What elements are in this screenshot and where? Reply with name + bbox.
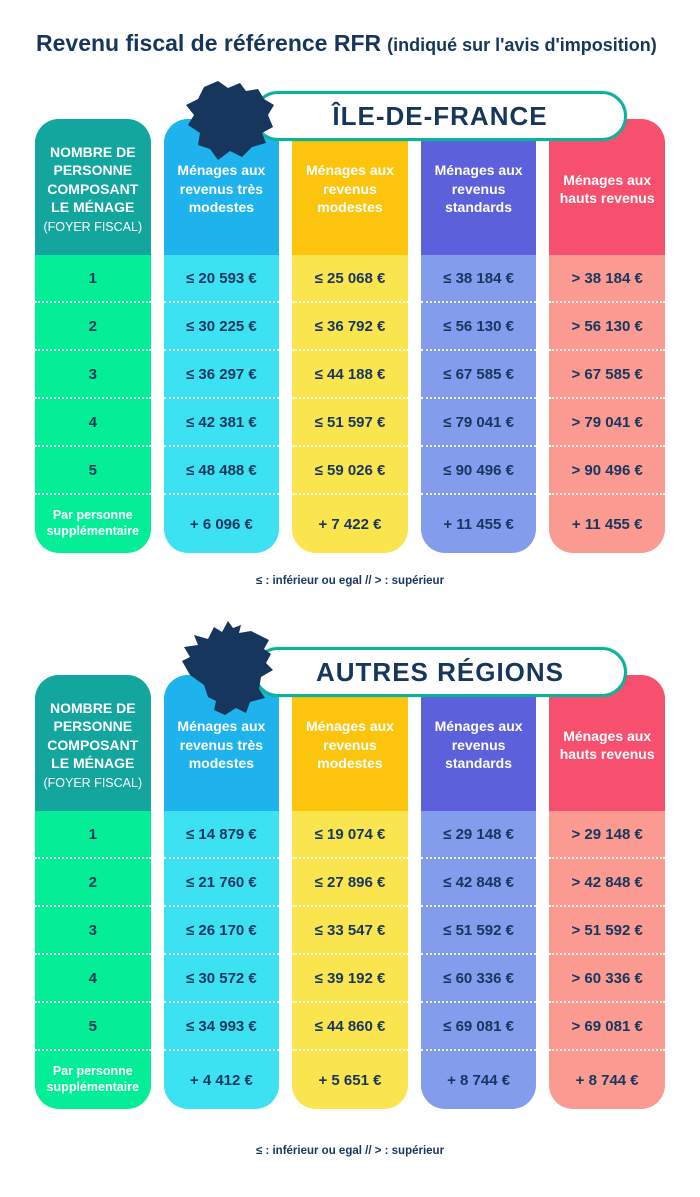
row-label-cell: 5 <box>35 445 151 493</box>
row-label-cell: 2 <box>35 857 151 905</box>
row-label-cell: 1 <box>88 825 97 843</box>
value-cell: + 6 096 € <box>164 493 280 553</box>
comparison-legend: ≤ : inférieur ou egal // > : supérieur <box>255 575 445 587</box>
region-banner <box>0 633 700 699</box>
value-cell: + 5 651 € <box>292 1049 408 1109</box>
value-cell: > 90 496 € <box>549 445 665 493</box>
column-hauts <box>549 119 665 553</box>
persons-header-sublabel: (FOYER FISCAL) <box>43 219 143 234</box>
value-cell: ≤ 56 130 € <box>421 301 537 349</box>
value-cell: ≤ 42 381 € <box>164 397 280 445</box>
value-cell: + 8 744 € <box>421 1049 537 1109</box>
column-persons <box>35 119 151 553</box>
row-label-cell: 4 <box>35 953 151 1001</box>
value-cell: ≤ 79 041 € <box>421 397 537 445</box>
column-tres-modestes <box>164 119 280 553</box>
page-title <box>0 0 700 57</box>
table-columns <box>0 675 700 1109</box>
column-modestes <box>292 675 408 1109</box>
value-cell: > 42 848 € <box>549 857 665 905</box>
value-cell: + 8 744 € <box>549 1049 665 1109</box>
value-cell: > 67 585 € <box>549 349 665 397</box>
column-modestes <box>292 119 408 553</box>
value-cell: + 7 422 € <box>292 493 408 553</box>
value-cell: ≤ 30 225 € <box>164 301 280 349</box>
value-cell: ≤ 42 848 € <box>421 857 537 905</box>
column-header-label: Ménages aux revenus standards <box>434 162 523 216</box>
value-cell: ≤ 36 792 € <box>292 301 408 349</box>
column-standards <box>421 675 537 1109</box>
row-label-cell: 3 <box>35 905 151 953</box>
value-cell: ≤ 26 170 € <box>164 905 280 953</box>
row-label-cell: Par personne supplémentaire <box>35 1049 151 1109</box>
region-title: ÎLE-DE-FRANCE <box>332 100 548 131</box>
region-banner <box>0 81 700 143</box>
column-hauts <box>549 675 665 1109</box>
column-header-label: Ménages aux revenus très modestes <box>177 162 266 216</box>
table-ile-de-france <box>0 81 700 587</box>
value-cell: ≤ 30 572 € <box>164 953 280 1001</box>
value-cell: ≤ 90 496 € <box>421 445 537 493</box>
column-header-label: Ménages aux revenus très modestes <box>177 718 266 772</box>
column-header-label: Ménages aux revenus standards <box>434 718 523 772</box>
value-cell: ≤ 48 488 € <box>164 445 280 493</box>
region-title: AUTRES RÉGIONS <box>315 656 565 687</box>
value-cell: ≤ 60 336 € <box>421 953 537 1001</box>
value-cell: > 29 148 € <box>571 825 643 843</box>
value-cell: ≤ 38 184 € <box>443 269 514 287</box>
column-standards <box>421 119 537 553</box>
column-persons <box>35 675 151 1109</box>
value-cell: + 11 455 € <box>549 493 665 553</box>
value-cell: ≤ 51 597 € <box>292 397 408 445</box>
column-header-label: Ménages aux hauts revenus <box>559 727 655 762</box>
value-cell: ≤ 44 860 € <box>292 1001 408 1049</box>
row-label-cell: 5 <box>35 1001 151 1049</box>
value-cell: ≤ 51 592 € <box>421 905 537 953</box>
france-map-icon <box>180 619 276 727</box>
column-header-label: Ménages aux revenus modestes <box>306 162 394 216</box>
value-cell: ≤ 27 896 € <box>292 857 408 905</box>
column-tres-modestes <box>164 675 280 1109</box>
value-cell: + 4 412 € <box>164 1049 280 1109</box>
value-cell: ≤ 44 188 € <box>292 349 408 397</box>
value-cell: ≤ 25 068 € <box>314 269 386 287</box>
table-columns <box>0 119 700 553</box>
value-cell: ≤ 21 760 € <box>164 857 280 905</box>
region-pill <box>253 91 627 141</box>
value-cell: ≤ 59 026 € <box>292 445 408 493</box>
value-cell: ≤ 20 593 € <box>185 269 257 287</box>
column-header-label: Ménages aux revenus modestes <box>306 718 394 772</box>
value-cell: > 79 041 € <box>549 397 665 445</box>
value-cell: ≤ 29 148 € <box>443 825 514 843</box>
row-label-cell: 4 <box>35 397 151 445</box>
value-cell: + 11 455 € <box>421 493 537 553</box>
value-cell: ≤ 34 993 € <box>164 1001 280 1049</box>
persons-header-label: NOMBRE DE PERSONNE COMPOSANT LE MÉNAGE <box>47 699 139 772</box>
column-header-label: Ménages aux hauts revenus <box>559 171 655 206</box>
value-cell: ≤ 39 192 € <box>292 953 408 1001</box>
value-cell: > 69 081 € <box>549 1001 665 1049</box>
page-title-main: Revenu fiscal de référence RFR <box>36 30 382 56</box>
region-pill <box>253 647 627 697</box>
page-title-note: (indiqué sur l'avis d'imposition) <box>387 35 657 55</box>
value-cell: > 60 336 € <box>549 953 665 1001</box>
tables-root <box>0 81 700 1157</box>
table-autres-regions <box>0 633 700 1157</box>
row-label-cell: 3 <box>35 349 151 397</box>
value-cell: ≤ 69 081 € <box>421 1001 537 1049</box>
value-cell: > 56 130 € <box>549 301 665 349</box>
row-label-cell: 2 <box>35 301 151 349</box>
ile-de-france-map-icon <box>180 77 280 163</box>
value-cell: ≤ 14 879 € <box>185 825 257 843</box>
value-cell: ≤ 36 297 € <box>164 349 280 397</box>
row-label-cell: Par personne supplémentaire <box>35 493 151 553</box>
value-cell: ≤ 19 074 € <box>314 825 386 843</box>
persons-header-sublabel: (FOYER FISCAL) <box>43 775 143 790</box>
value-cell: ≤ 67 585 € <box>421 349 537 397</box>
row-label-cell: 1 <box>88 269 97 287</box>
value-cell: > 38 184 € <box>571 269 643 287</box>
value-cell: > 51 592 € <box>549 905 665 953</box>
value-cell: ≤ 33 547 € <box>292 905 408 953</box>
persons-header-label: NOMBRE DE PERSONNE COMPOSANT LE MÉNAGE <box>47 143 139 216</box>
comparison-legend: ≤ : inférieur ou egal // > : supérieur <box>255 1145 445 1157</box>
